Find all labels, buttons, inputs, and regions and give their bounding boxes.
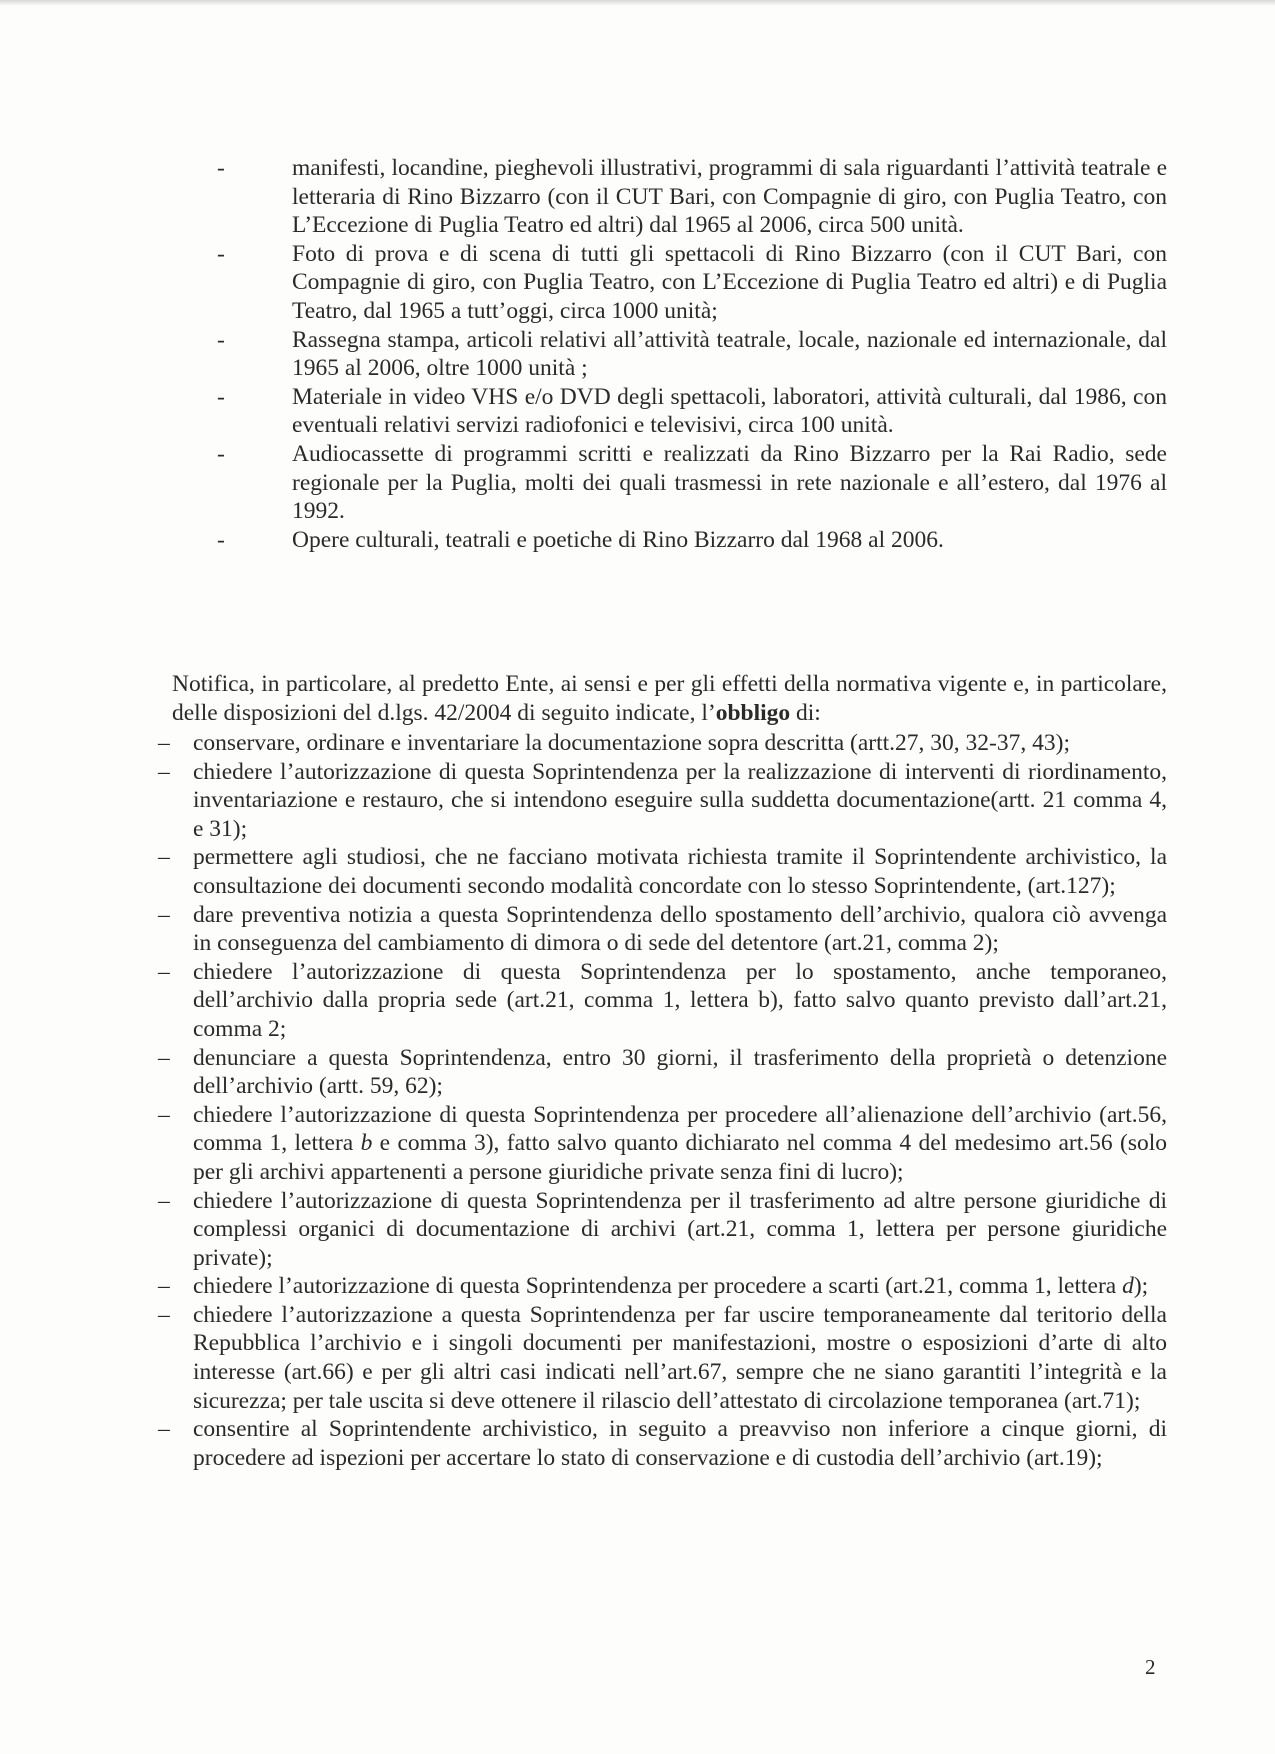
list-item-text: Rassegna stampa, articoli relativi all’attività teatrale, locale, nazionale ed internazionale, dal 1965 al 2006, oltre 1000 unità ; (292, 326, 1167, 382)
obligation-item (158, 1272, 1167, 1301)
dash-marker: – (158, 1187, 170, 1214)
obligation-text: dare preventiva notizia a questa Soprintendenza dello spostamento dell’archivio, qualora ciò avvenga in conseguenza del cambiamento di dimora o di sede del detentore (art.21, comma 2); (193, 901, 1167, 957)
obligation-item (158, 729, 1167, 758)
list-item (217, 154, 1167, 240)
obligation-text: conservare, ordinare e inventariare la documentazione sopra descritta (artt.27, 30, 32-37, 43); (193, 730, 1070, 756)
list-item (217, 326, 1167, 383)
notice-text: Notifica, in particolare, al predetto Ente, ai sensi e per gli effetti della normativa vigente e, in particolare, delle disposizioni del d.lgs. 42/2004 di seguito indicate, l’ (172, 671, 1167, 726)
dash-marker: – (158, 1101, 170, 1128)
obligation-item (158, 843, 1167, 900)
obligation-text: denunciare a questa Soprintendenza, entro 30 giorni, il trasferimento della proprietà o detenzione dell’archivio (artt. 59, 62); (193, 1044, 1167, 1100)
dash-marker: – (158, 730, 170, 756)
list-item-text: Audiocassette di programmi scritti e realizzati da Rino Bizzarro per la Rai Radio, sede regionale per la Puglia, molti dei quali trasmessi in rete nazionale e all’estero, dal 1976 al 1992. (292, 440, 1167, 525)
bullet-marker: - (217, 383, 225, 410)
bullet-marker: - (217, 240, 225, 267)
obligation-text: permettere agli studiosi, che ne facciano motivata richiesta tramite il Soprintendente archivistico, la consultazione dei documenti secondo modalità concordate con lo stesso Soprintendente, (art.127); (193, 844, 1167, 899)
scan-edge (0, 0, 1275, 6)
dash-marker: – (158, 758, 170, 785)
list-item-text: Opere culturali, teatrali e poetiche di Rino Bizzarro dal 1968 al 2006. (292, 526, 944, 553)
obligation-item (158, 1415, 1167, 1472)
page-number: 2 (1145, 1655, 1156, 1679)
obligation-italic: b (360, 1130, 373, 1157)
obligation-item (158, 1101, 1167, 1187)
dash-marker: – (158, 958, 170, 985)
list-item (217, 440, 1167, 526)
bullet-marker: - (217, 440, 225, 467)
dash-marker: – (158, 901, 170, 928)
list-item-text: Foto di prova e di scena di tutti gli spettacoli di Rino Bizzarro (con il CUT Bari, con Compagnie di giro, con Puglia Teatro, con L’Eccezione di Puglia Teatro ed altri) e di Puglia Teatro, dal 1965 a tutt’oggi, circa 1000 unità; (292, 240, 1167, 324)
notice-paragraph (172, 670, 1167, 727)
obligation-item (158, 1301, 1167, 1415)
list-item (217, 526, 1167, 555)
obligation-text: chiedere l’autorizzazione di questa Soprintendenza per la realizzazione di interventi di riordinamento, inventariazione e restauro, che si intendono eseguire sulla suddetta documentazione(artt. 21 comma 4, e 31); (193, 758, 1167, 842)
obligation-italic: d (1122, 1273, 1134, 1300)
obligations-list (158, 729, 1167, 1472)
archive-materials-list (217, 154, 1167, 554)
dash-marker: – (158, 1044, 170, 1071)
dash-marker: – (158, 1301, 170, 1328)
obligation-text: chiedere l’autorizzazione di questa Soprintendenza per procedere a scarti (art.21, comma 1, lettera (193, 1273, 1123, 1300)
bullet-marker: - (217, 155, 225, 181)
obligation-item (158, 758, 1167, 844)
obligation-text-end: e comma 3), fatto salvo quanto dichiarato nel comma 4 del medesimo art.56 (solo per gli archivi appartenenti a persone giuridiche private senza fini di lucro); (193, 1130, 1167, 1185)
bullet-marker: - (217, 526, 225, 553)
obligation-text: chiedere l’autorizzazione di questa Soprintendenza per il trasferimento ad altre persone giuridiche di complessi organici di documentazione di archivi (art.21, comma 1, lettera per persone giuridiche private); (193, 1187, 1167, 1271)
list-item-text: Materiale in video VHS e/o DVD degli spettacoli, laboratori, attività culturali, dal 1986, con eventuali relativi servizi radiofonici e televisivi, circa 100 unità. (292, 383, 1167, 439)
obligation-item (158, 1187, 1167, 1273)
obligation-text: chiedere l’autorizzazione di questa Soprintendenza per procedere all’alienazione dell’archivio (art.56, comma 1, lettera (193, 1101, 1167, 1157)
obligation-text: chiedere l’autorizzazione a questa Soprintendenza per far uscire temporaneamente dal teritorio della Repubblica l’archivio e i singoli documenti per manifestazioni, mostre o esposizioni d’arte di alto interesse (art.66) e per gli altri casi indicati nell’art.67, sempre che ne siano garantiti l’integrità e la sicurezza; per tale uscita si deve ottenere il rilascio dell’attestato di circolazione temporanea (art.71); (193, 1301, 1167, 1414)
obligation-text-end: ); (1133, 1273, 1149, 1300)
obligation-item (158, 958, 1167, 1044)
list-item (217, 383, 1167, 440)
notice-text-end: di: (790, 699, 821, 726)
dash-marker: – (158, 1273, 170, 1300)
list-item (217, 240, 1167, 326)
obligation-text: consentire al Soprintendente archivistico, in seguito a preavviso non inferiore a cinque giorni, di procedere ad ispezioni per accertare lo stato di conservazione e di custodia dell’archivio (art.19); (193, 1416, 1167, 1471)
notice-bold-term: obbligo (715, 699, 791, 726)
list-item-text: manifesti, locandine, pieghevoli illustrativi, programmi di sala riguardanti l’attività teatrale e letteraria di Rino Bizzarro (con il CUT Bari, con Compagnie di giro, con Puglia Teatro, con L’Eccezione di Puglia Teatro ed altri) dal 1965 al 2006, circa 500 unità. (292, 155, 1167, 239)
obligation-text: chiedere l’autorizzazione di questa Soprintendenza per lo spostamento, anche temporaneo, dell’archivio dalla propria sede (art.21, comma 1, lettera b), fatto salvo quanto previsto dall’art.21, comma 2; (193, 958, 1167, 1042)
obligation-item (158, 901, 1167, 958)
dash-marker: – (158, 1416, 170, 1443)
obligation-item (158, 1044, 1167, 1101)
bullet-marker: - (217, 326, 225, 353)
dash-marker: – (158, 844, 170, 871)
